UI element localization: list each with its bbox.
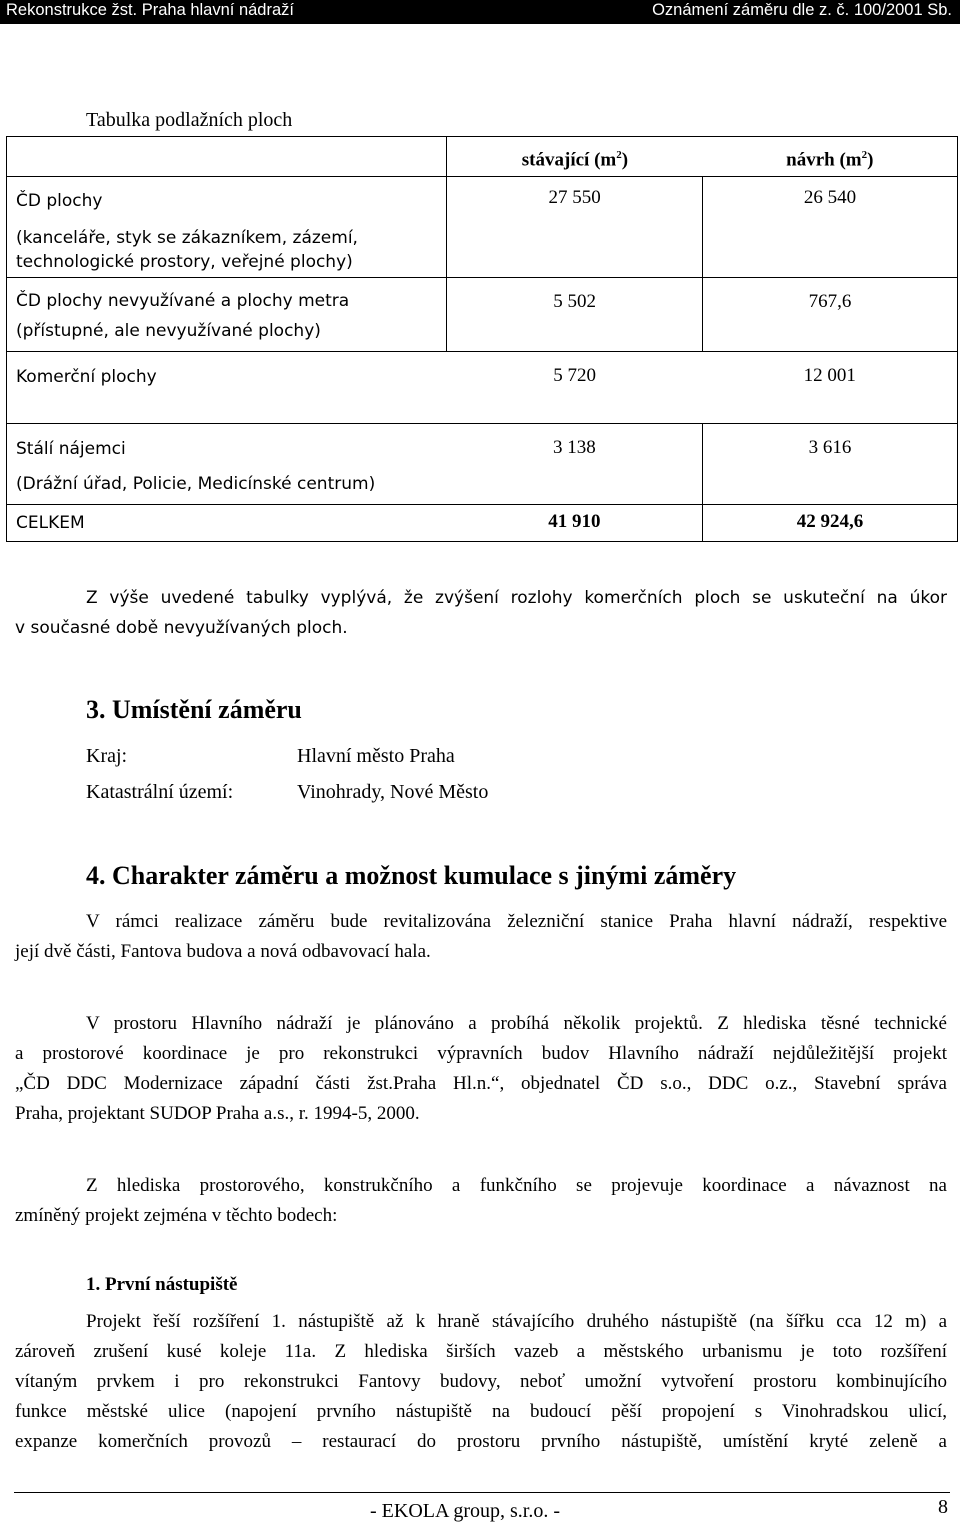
row-design-value: 26 540 [703,177,958,278]
row-design-value: 12 001 [703,352,958,424]
table-caption: Tabulka podlažních ploch [86,109,293,131]
region-value: Hlavní město Praha [297,745,455,767]
row-existing-value: 5 502 [447,278,703,352]
floor-area-table [6,136,958,542]
cadastral-value: Vinohrady, Nové Město [297,781,489,803]
row-design-value: 767,6 [703,278,958,352]
table-row [7,177,958,278]
table-total-row [7,505,958,542]
table-header-empty [7,137,447,177]
table-row [7,352,958,424]
table-header-row [7,137,958,177]
subsection-1-paragraph: Projekt řeší rozšíření 1. nástupiště až k hraně stávajícího druhého nástupiště (na šířku cca 12 m) a zároveň zrušení kusé koleje 11a. Z hlediska širších vazeb a městského urbanismu je toto rozšíření vítaným prvkem i pro rekonstrukci Fantovy budovy, neboť umožní vytvoření prostoru kombinujícího funkce městské ulice (napojení prvního nástupiště na budoucí pěší propojení s Vinohradskou ulicí, expanze komerčních provozů – restaurací do prostoru prvního nástupiště, umístění kryté zeleně a [15,1311,947,1452]
section-4-paragraph-3: Z hlediska prostorového, konstrukčního a funkčního se projevuje koordinace a návaznost na zmíněný projekt zejména v těchto bodech: [15,1175,947,1226]
row-existing-value: 3 138 [447,424,703,505]
row-label: ČD plochy (kanceláře, styk se zákazníkem, zázemí, technologické prostory, veřejné plochy) [7,177,447,278]
row-label: Komerční plochy [7,352,447,424]
page-number: 8 [938,1496,948,1518]
row-label: CELKEM [7,505,447,542]
cadastral-label: Katastrální území: [86,781,234,803]
section-4-paragraph-1: V rámci realizace záměru bude revitalizována železniční stanice Praha hlavní nádraží, respektive její dvě části, Fantova budova a nová odbavovací hala. [15,911,947,962]
footer-company: - EKOLA group, s.r.o. - [370,1500,560,1522]
section-4-heading: 4. Charakter záměru a možnost kumulace s jinými záměry [86,861,737,890]
row-label: Stálí nájemci (Drážní úřad, Policie, Medicínské centrum) [7,424,447,505]
table-row [7,278,958,352]
header-project-title: Rekonstrukce žst. Praha hlavní nádraží [6,1,294,19]
row-existing-value: 5 720 [447,352,703,424]
table-header-design: návrh $(m^2)$ [703,137,958,177]
row-design-value: 3 616 [703,424,958,505]
page-header [0,0,960,24]
table-row [7,424,958,505]
table-conclusion-paragraph: Z výše uvedené tabulky vyplývá, že zvýšení rozlohy komerčních ploch se uskuteční na úkor v současné době nevyužívaných ploch. [15,588,947,638]
section-4-paragraph-2: V prostoru Hlavního nádraží je plánováno a probíhá několik projektů. Z hlediska těsné technické a prostorové koordinace je pro rekonstrukci výpravních budov Hlavního nádraží nejdůležitější projekt „ČD DDC Modernizace západní části žst.Praha Hl.n.“, objednatel ČD s.o., DDC o.z., Stavební správa Praha, projektant SUDOP Praha a.s., r. 1994-5, 2000. [15,1013,947,1124]
row-design-value: 42 924,6 [703,505,958,542]
subsection-1-heading: 1. První nástupiště [86,1274,238,1295]
table-header-existing: stávající $(m^2)$ [447,137,703,177]
section-3-heading: 3. Umístění záměru [86,695,302,724]
row-existing-value: 41 910 [447,505,703,542]
footer-divider [14,1492,950,1493]
row-existing-value: 27 550 [447,177,703,278]
header-document-type: Oznámení záměru dle z. č. 100/2001 Sb. [652,1,952,19]
region-label: Kraj: [86,745,128,767]
row-label: ČD plochy nevyužívané a plochy metra (přístupné, ale nevyužívané plochy) [7,278,447,352]
